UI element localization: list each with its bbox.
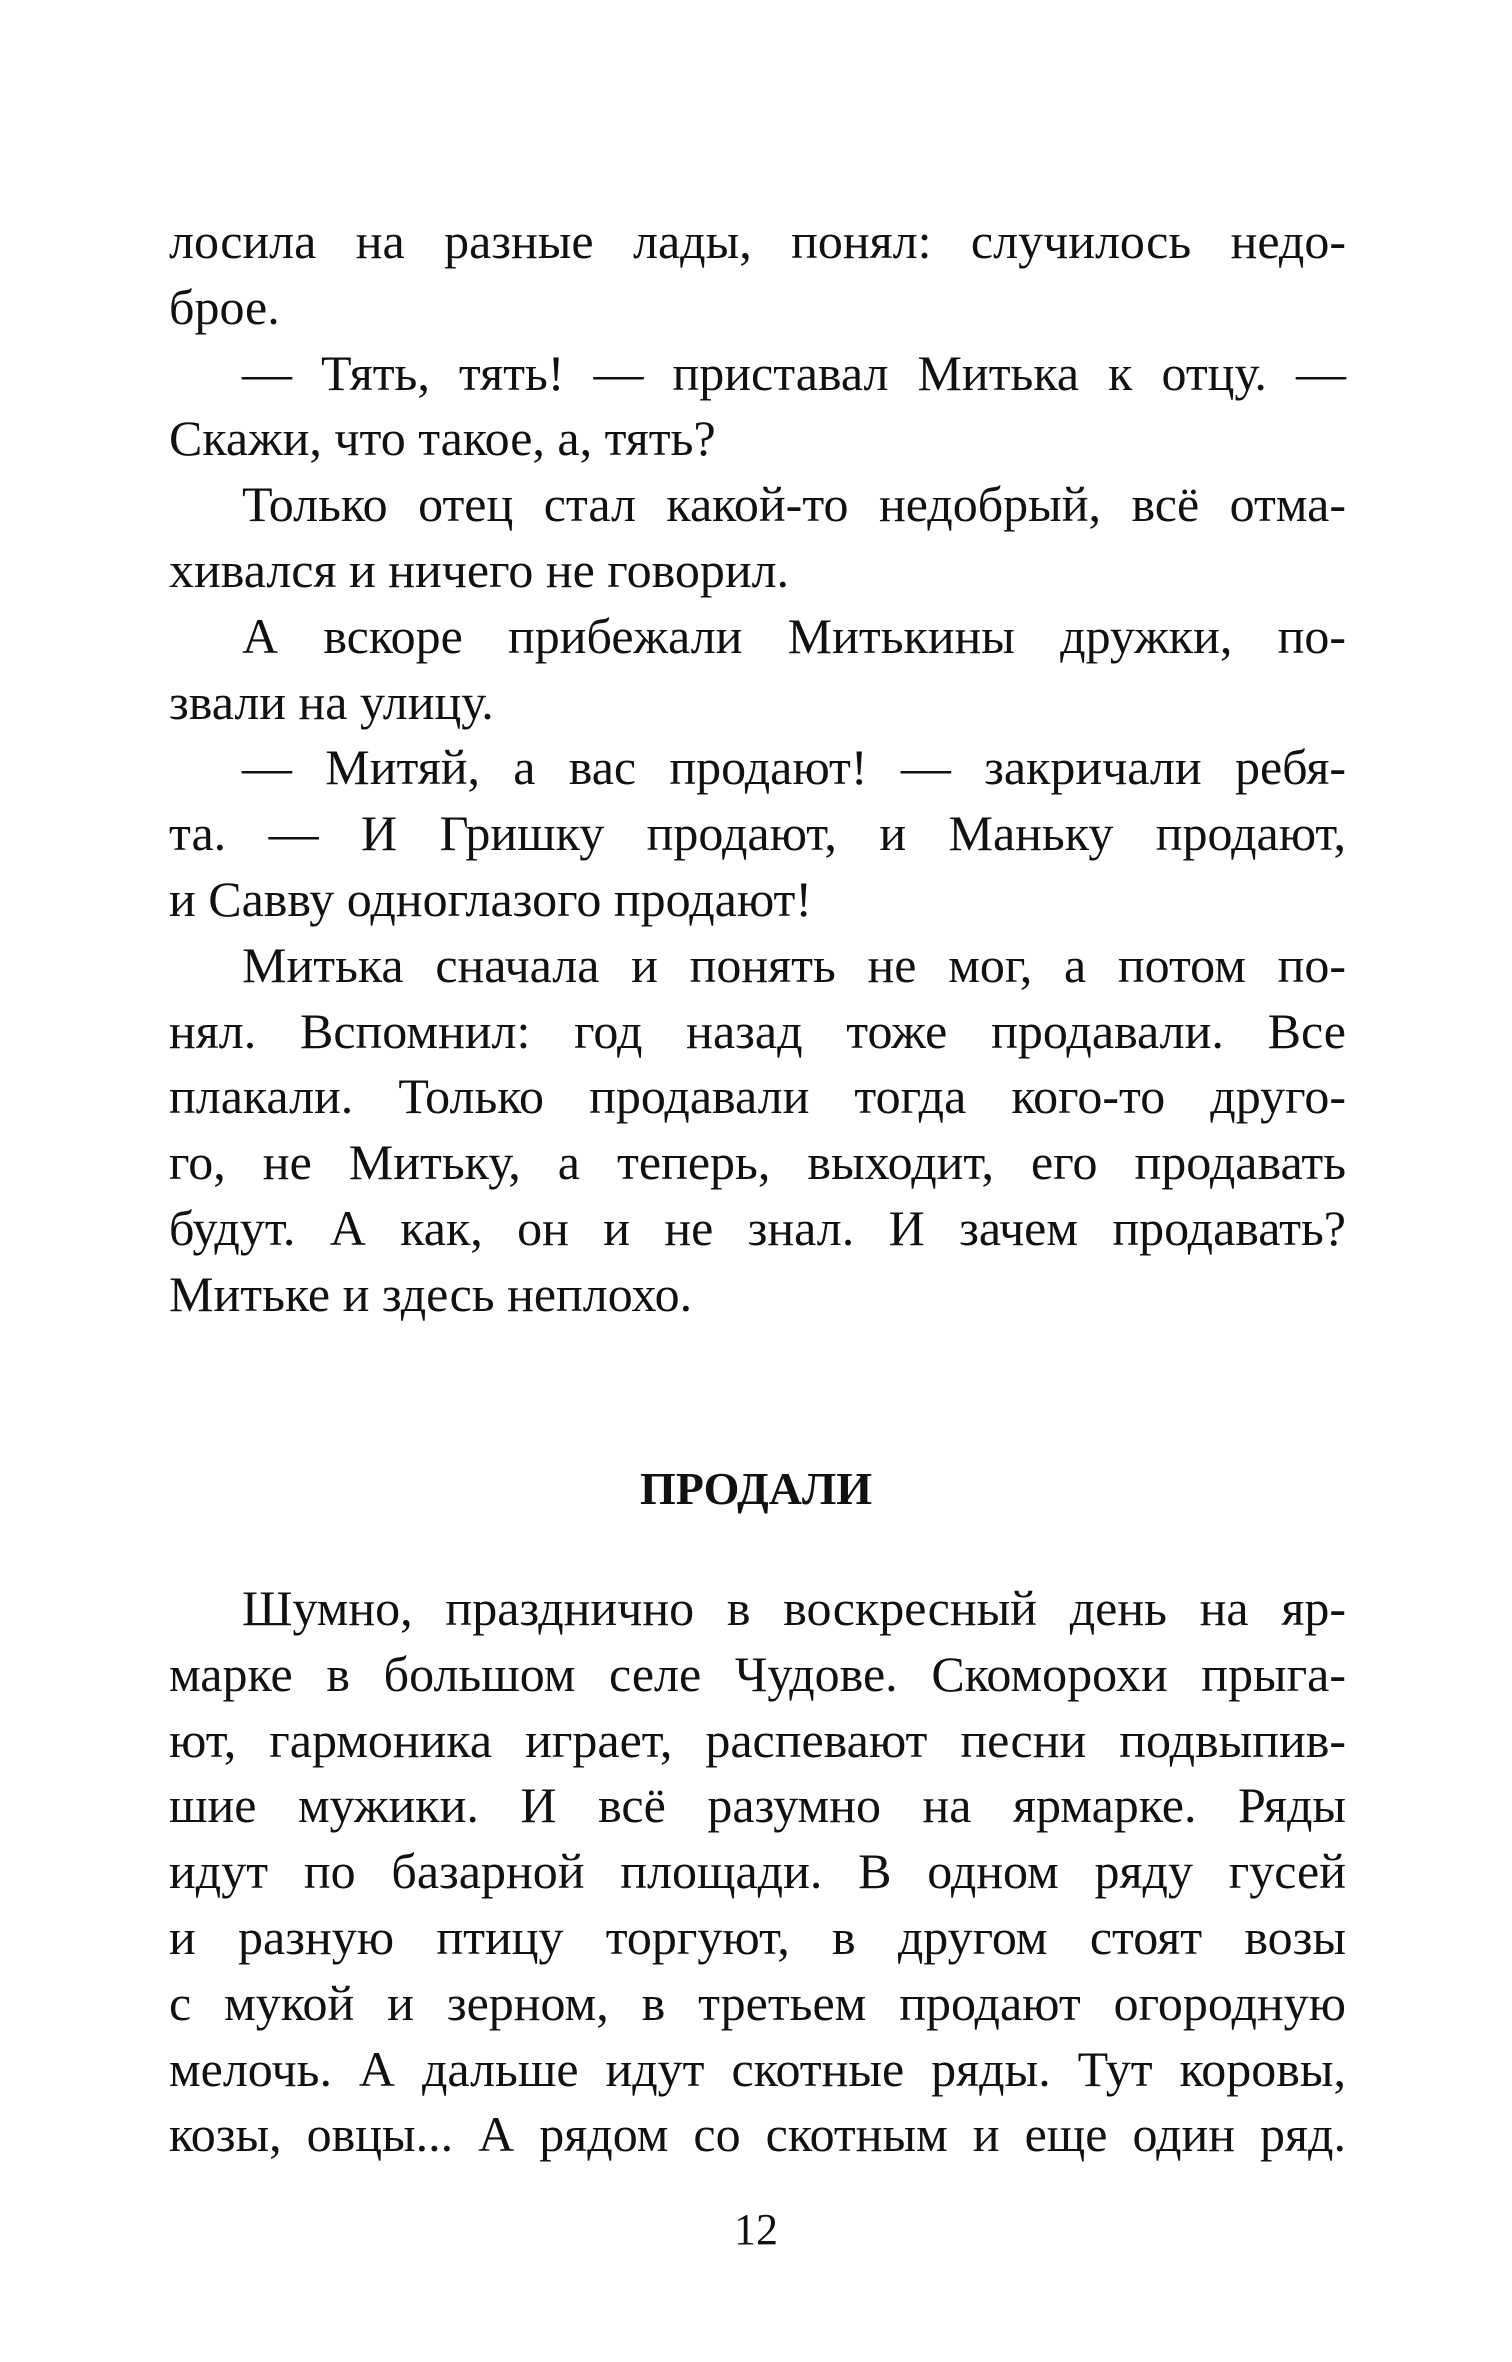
text-line: и разную птицу торгуют, в другом стоят возы (169, 1908, 1346, 1965)
text-line: хивался и ничего не говорил. (169, 541, 790, 598)
text-line: брое. (169, 278, 280, 335)
paragraph (169, 604, 1346, 736)
text-line: козы, овцы... А рядом со скотным и еще один ряд. (169, 2106, 1346, 2163)
paragraph (169, 933, 1346, 1328)
paragraph (169, 209, 1346, 341)
text-line: звали на улицу. (169, 673, 494, 730)
paragraph (169, 341, 1346, 473)
text-line: шие мужики. И всё разумно на ярмарке. Ряды (169, 1777, 1346, 1834)
text-line: — Тять, тять! — приставал Митька к отцу. — (242, 344, 1346, 401)
text-line: Митька сначала и понять не мог, а потом по- (242, 936, 1346, 993)
text-line: — Митяй, а вас продают! — закричали ребя- (242, 739, 1346, 796)
text-line: марке в большом селе Чудове. Скоморохи прыга- (169, 1645, 1346, 1702)
text-line: с мукой и зерном, в третьем продают огородную (169, 1974, 1346, 2031)
text-line: и Савву одноглазого продают! (169, 870, 813, 927)
text-line: будут. А как, он и не знал. И зачем продавать? (169, 1199, 1346, 1256)
text-line: лосила на разные лады, понял: случилось недо- (169, 213, 1346, 269)
text-line: нял. Вспомнил: год назад тоже продавали. Все (169, 1002, 1346, 1059)
text-line: та. — И Гришку продают, и Маньку продают, (169, 805, 1346, 862)
text-line: ют, гармоника играет, распевают песни подвыпив- (169, 1711, 1346, 1768)
text-line: Скажи, что такое, а, тять? (169, 410, 716, 467)
paragraph (169, 472, 1346, 604)
text-line: А вскоре прибежали Митькины дружки, по- (242, 607, 1346, 664)
text-line: Шумно, празднично в воскресный день на яр- (242, 1580, 1346, 1636)
body-text-section-1 (169, 209, 1346, 1328)
paragraph (169, 1576, 1346, 2168)
text-line: го, не Митьку, а теперь, выходит, его продавать (169, 1134, 1346, 1191)
text-line: плакали. Только продавали тогда кого-то друго- (169, 1068, 1346, 1125)
text-line: мелочь. А дальше идут скотные ряды. Тут коровы, (169, 2040, 1346, 2097)
paragraph (169, 735, 1346, 932)
text-line: Только отец стал какой-то недобрый, всё отма- (242, 476, 1346, 533)
text-line: идут по базарной площади. В одном ряду гусей (169, 1843, 1346, 1900)
body-text-section-2 (169, 1576, 1346, 2168)
page-number: 12 (734, 2205, 778, 2254)
chapter-heading: ПРОДАЛИ (639, 1463, 873, 1514)
text-line: Митьке и здесь неплохо. (169, 1265, 693, 1322)
